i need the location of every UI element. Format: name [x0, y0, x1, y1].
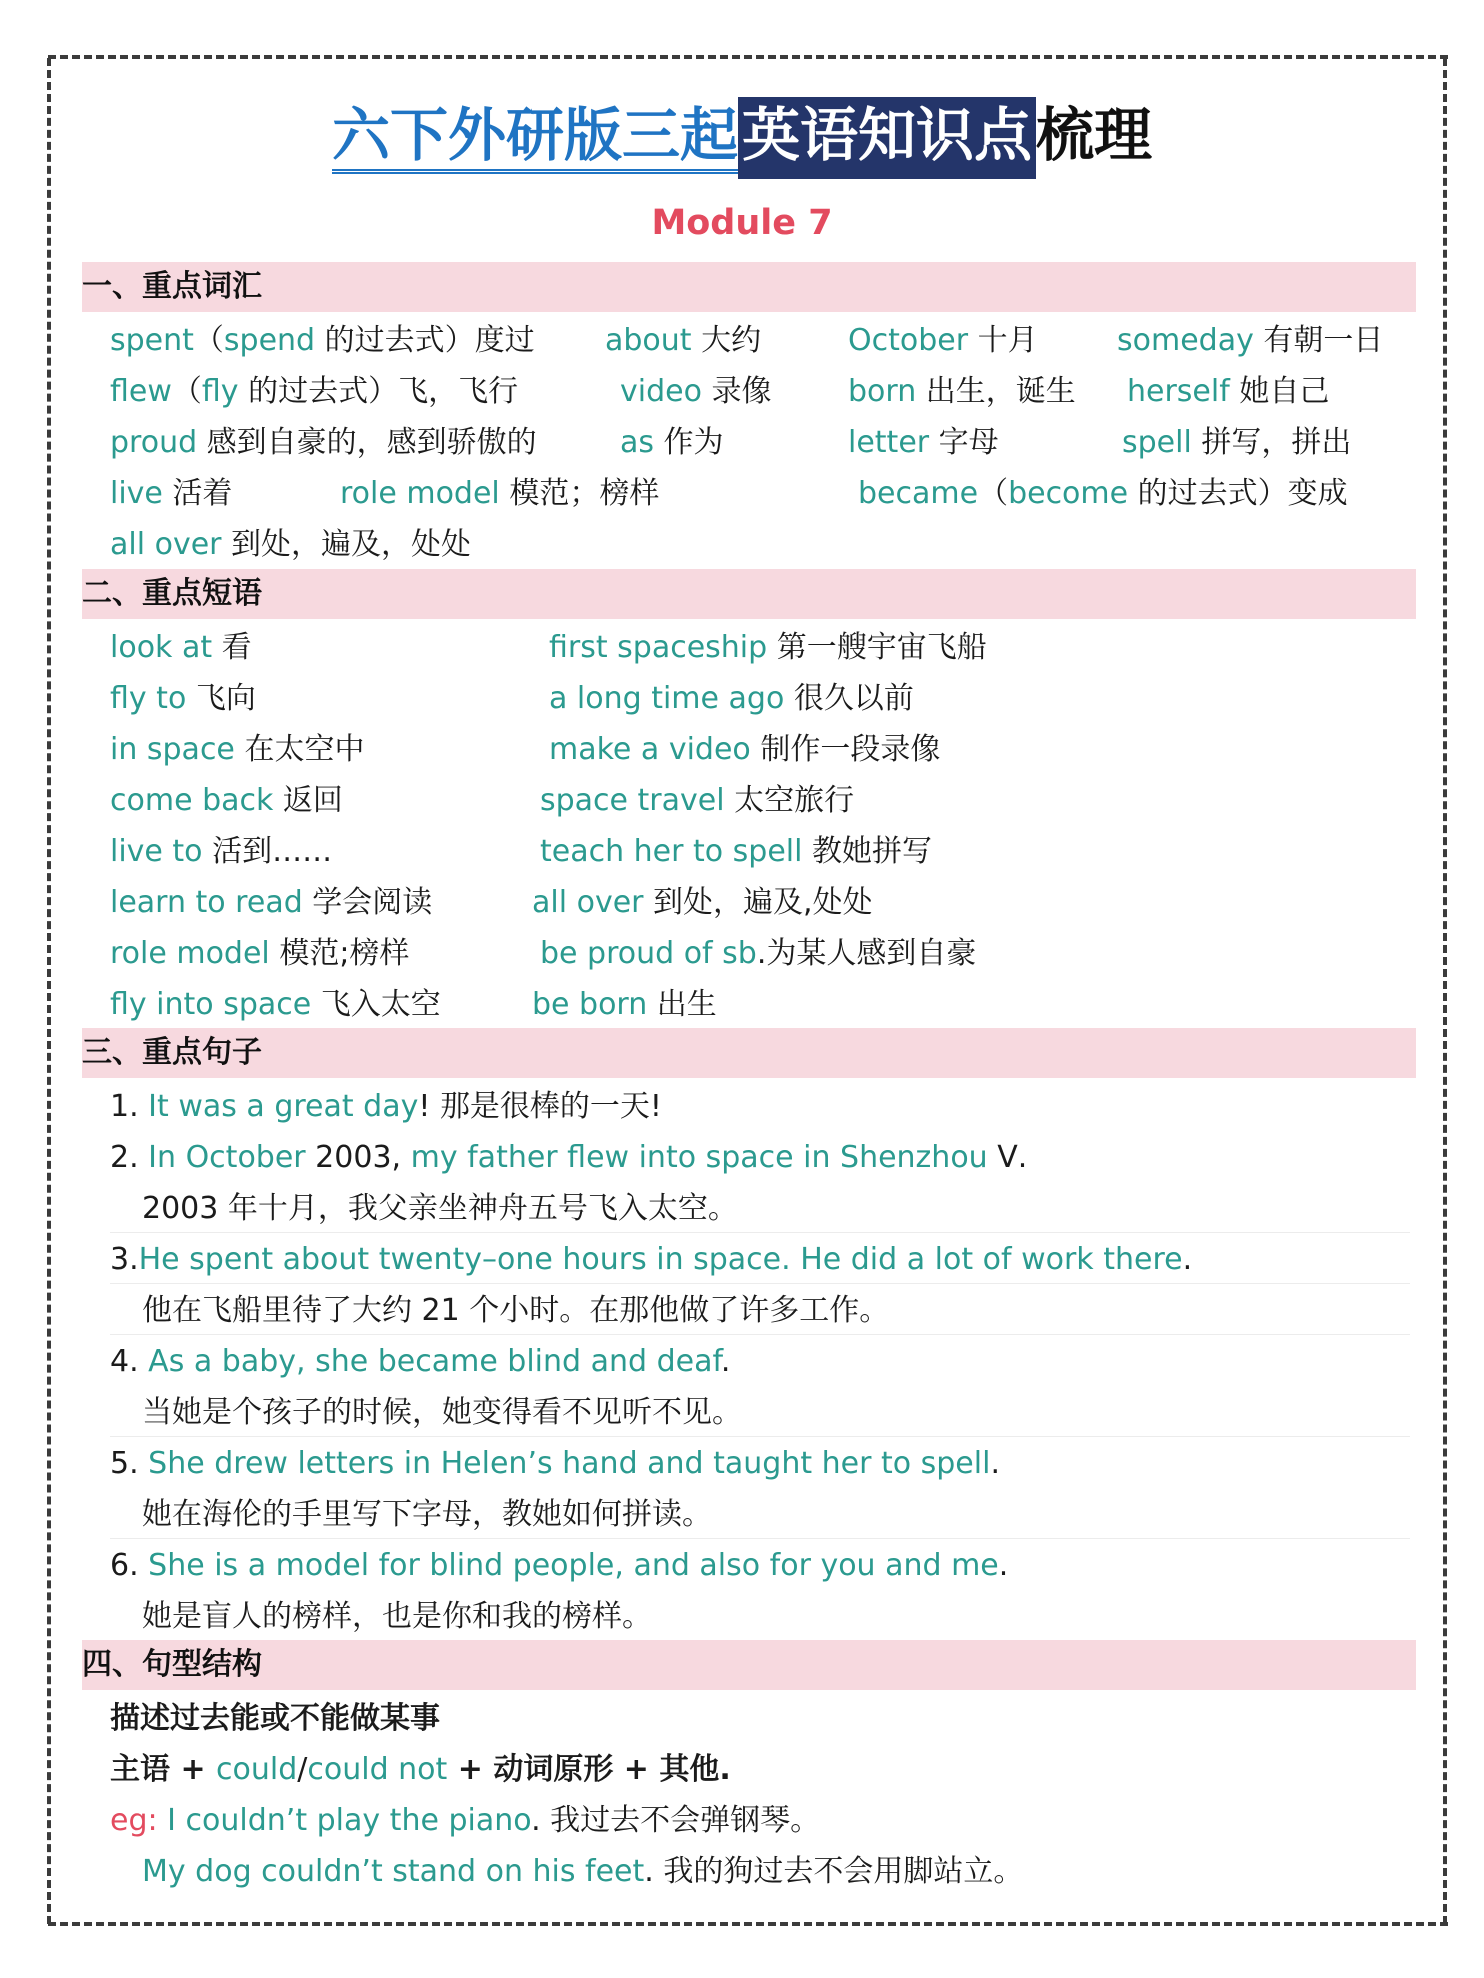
vocab-item: flew（fly 的过去式）飞，飞行	[110, 374, 519, 409]
phrase-item: look at 看	[110, 630, 252, 665]
sentence-2: 2. In October 2003, my father flew into space in Shenzhou Ⅴ.	[110, 1140, 1028, 1175]
sentence-4: 4. As a baby, she became blind and deaf.	[110, 1344, 731, 1379]
vocab-item: October 十月	[848, 323, 1038, 358]
section-phrases-heading: 二、重点短语	[82, 569, 1416, 619]
vocab-item: herself 她自己	[1127, 374, 1330, 409]
vocab-item: spent（spend 的过去式）度过	[110, 323, 535, 358]
divider	[110, 1283, 1410, 1284]
sentence-3-translation: 他在飞船里待了大约 21 个小时。在那他做了许多工作。	[142, 1293, 890, 1328]
dashed-border-right	[1443, 58, 1447, 1924]
module-heading: Module 7	[651, 203, 833, 243]
section-structure-heading: 四、句型结构	[82, 1640, 1416, 1690]
vocab-item: as 作为	[620, 425, 724, 460]
phrase-item: first spaceship 第一艘宇宙飞船	[549, 630, 987, 665]
phrase-item: live to 活到……	[110, 834, 333, 869]
divider	[110, 1232, 1410, 1233]
phrase-item: learn to read 学会阅读	[110, 885, 433, 920]
phrase-item: be proud of sb.为某人感到自豪	[540, 936, 977, 971]
vocab-item: someday 有朝一日	[1117, 323, 1384, 358]
vocab-item: became（become 的过去式）变成	[858, 476, 1348, 511]
vocab-item: role model 模范；榜样	[340, 476, 660, 511]
vocab-item: all over 到处，遍及，处处	[110, 527, 472, 562]
vocab-item: about 大约	[605, 323, 762, 358]
phrase-item: make a video 制作一段录像	[549, 732, 941, 767]
sentence-2-translation: 2003 年十月，我父亲坐神舟五号飞入太空。	[142, 1191, 738, 1226]
sentence-4-translation: 当她是个孩子的时候，她变得看不见听不见。	[142, 1395, 742, 1430]
divider	[110, 1334, 1410, 1335]
dashed-border-top	[48, 55, 1448, 59]
vocab-item: born 出生，诞生	[848, 374, 1076, 409]
vocab-item: letter 字母	[848, 425, 999, 460]
dashed-border-bottom	[48, 1922, 1448, 1926]
sentence-5: 5. She drew letters in Helen’s hand and taught her to spell.	[110, 1446, 1000, 1481]
phrase-item: teach her to spell 教她拼写	[540, 834, 932, 869]
phrase-item: a long time ago 很久以前	[549, 681, 914, 716]
divider	[110, 1436, 1410, 1437]
title-part-2-highlight: 英语知识点	[738, 97, 1036, 179]
example-2: My dog couldn’t stand on his feet. 我的狗过去不会用脚站立。	[142, 1854, 1024, 1889]
phrase-item: fly to 飞向	[110, 681, 256, 716]
phrase-item: role model 模范;榜样	[110, 936, 410, 971]
sentence-5-translation: 她在海伦的手里写下字母，教她如何拼读。	[142, 1497, 712, 1532]
divider	[110, 1538, 1410, 1539]
sentence-6-translation: 她是盲人的榜样，也是你和我的榜样。	[142, 1599, 652, 1634]
title-part-1: 六下外研版三起	[332, 101, 738, 174]
structure-description: 描述过去能或不能做某事	[110, 1701, 440, 1736]
sentence-6: 6. She is a model for blind people, and also for you and me.	[110, 1548, 1009, 1583]
vocab-item: spell 拼写，拼出	[1122, 425, 1352, 460]
phrase-item: space travel 太空旅行	[540, 783, 855, 818]
page-title	[0, 96, 1484, 174]
section-sentences-heading: 三、重点句子	[82, 1028, 1416, 1078]
structure-formula: 主语 + could/could not + 动词原形 + 其他.	[110, 1752, 731, 1787]
phrase-item: all over 到处，遍及,处处	[532, 885, 873, 920]
sentence-3: 3.He spent about twenty–one hours in space. He did a lot of work there.	[110, 1242, 1193, 1277]
phrase-item: in space 在太空中	[110, 732, 365, 767]
vocab-item: video 录像	[620, 374, 772, 409]
title-part-3: 梳理	[1036, 101, 1153, 169]
dashed-border-left	[47, 58, 51, 1924]
section-vocab-heading: 一、重点词汇	[82, 262, 1416, 312]
phrase-item: be born 出生	[532, 987, 717, 1022]
phrase-item: come back 返回	[110, 783, 343, 818]
example-1: eg: I couldn’t play the piano. 我过去不会弹钢琴。	[110, 1803, 821, 1838]
vocab-item: live 活着	[110, 476, 233, 511]
phrase-item: fly into space 飞入太空	[110, 987, 441, 1022]
vocab-item: proud 感到自豪的，感到骄傲的	[110, 425, 537, 460]
sentence-1: 1. It was a great day! 那是很棒的一天!	[110, 1089, 662, 1124]
